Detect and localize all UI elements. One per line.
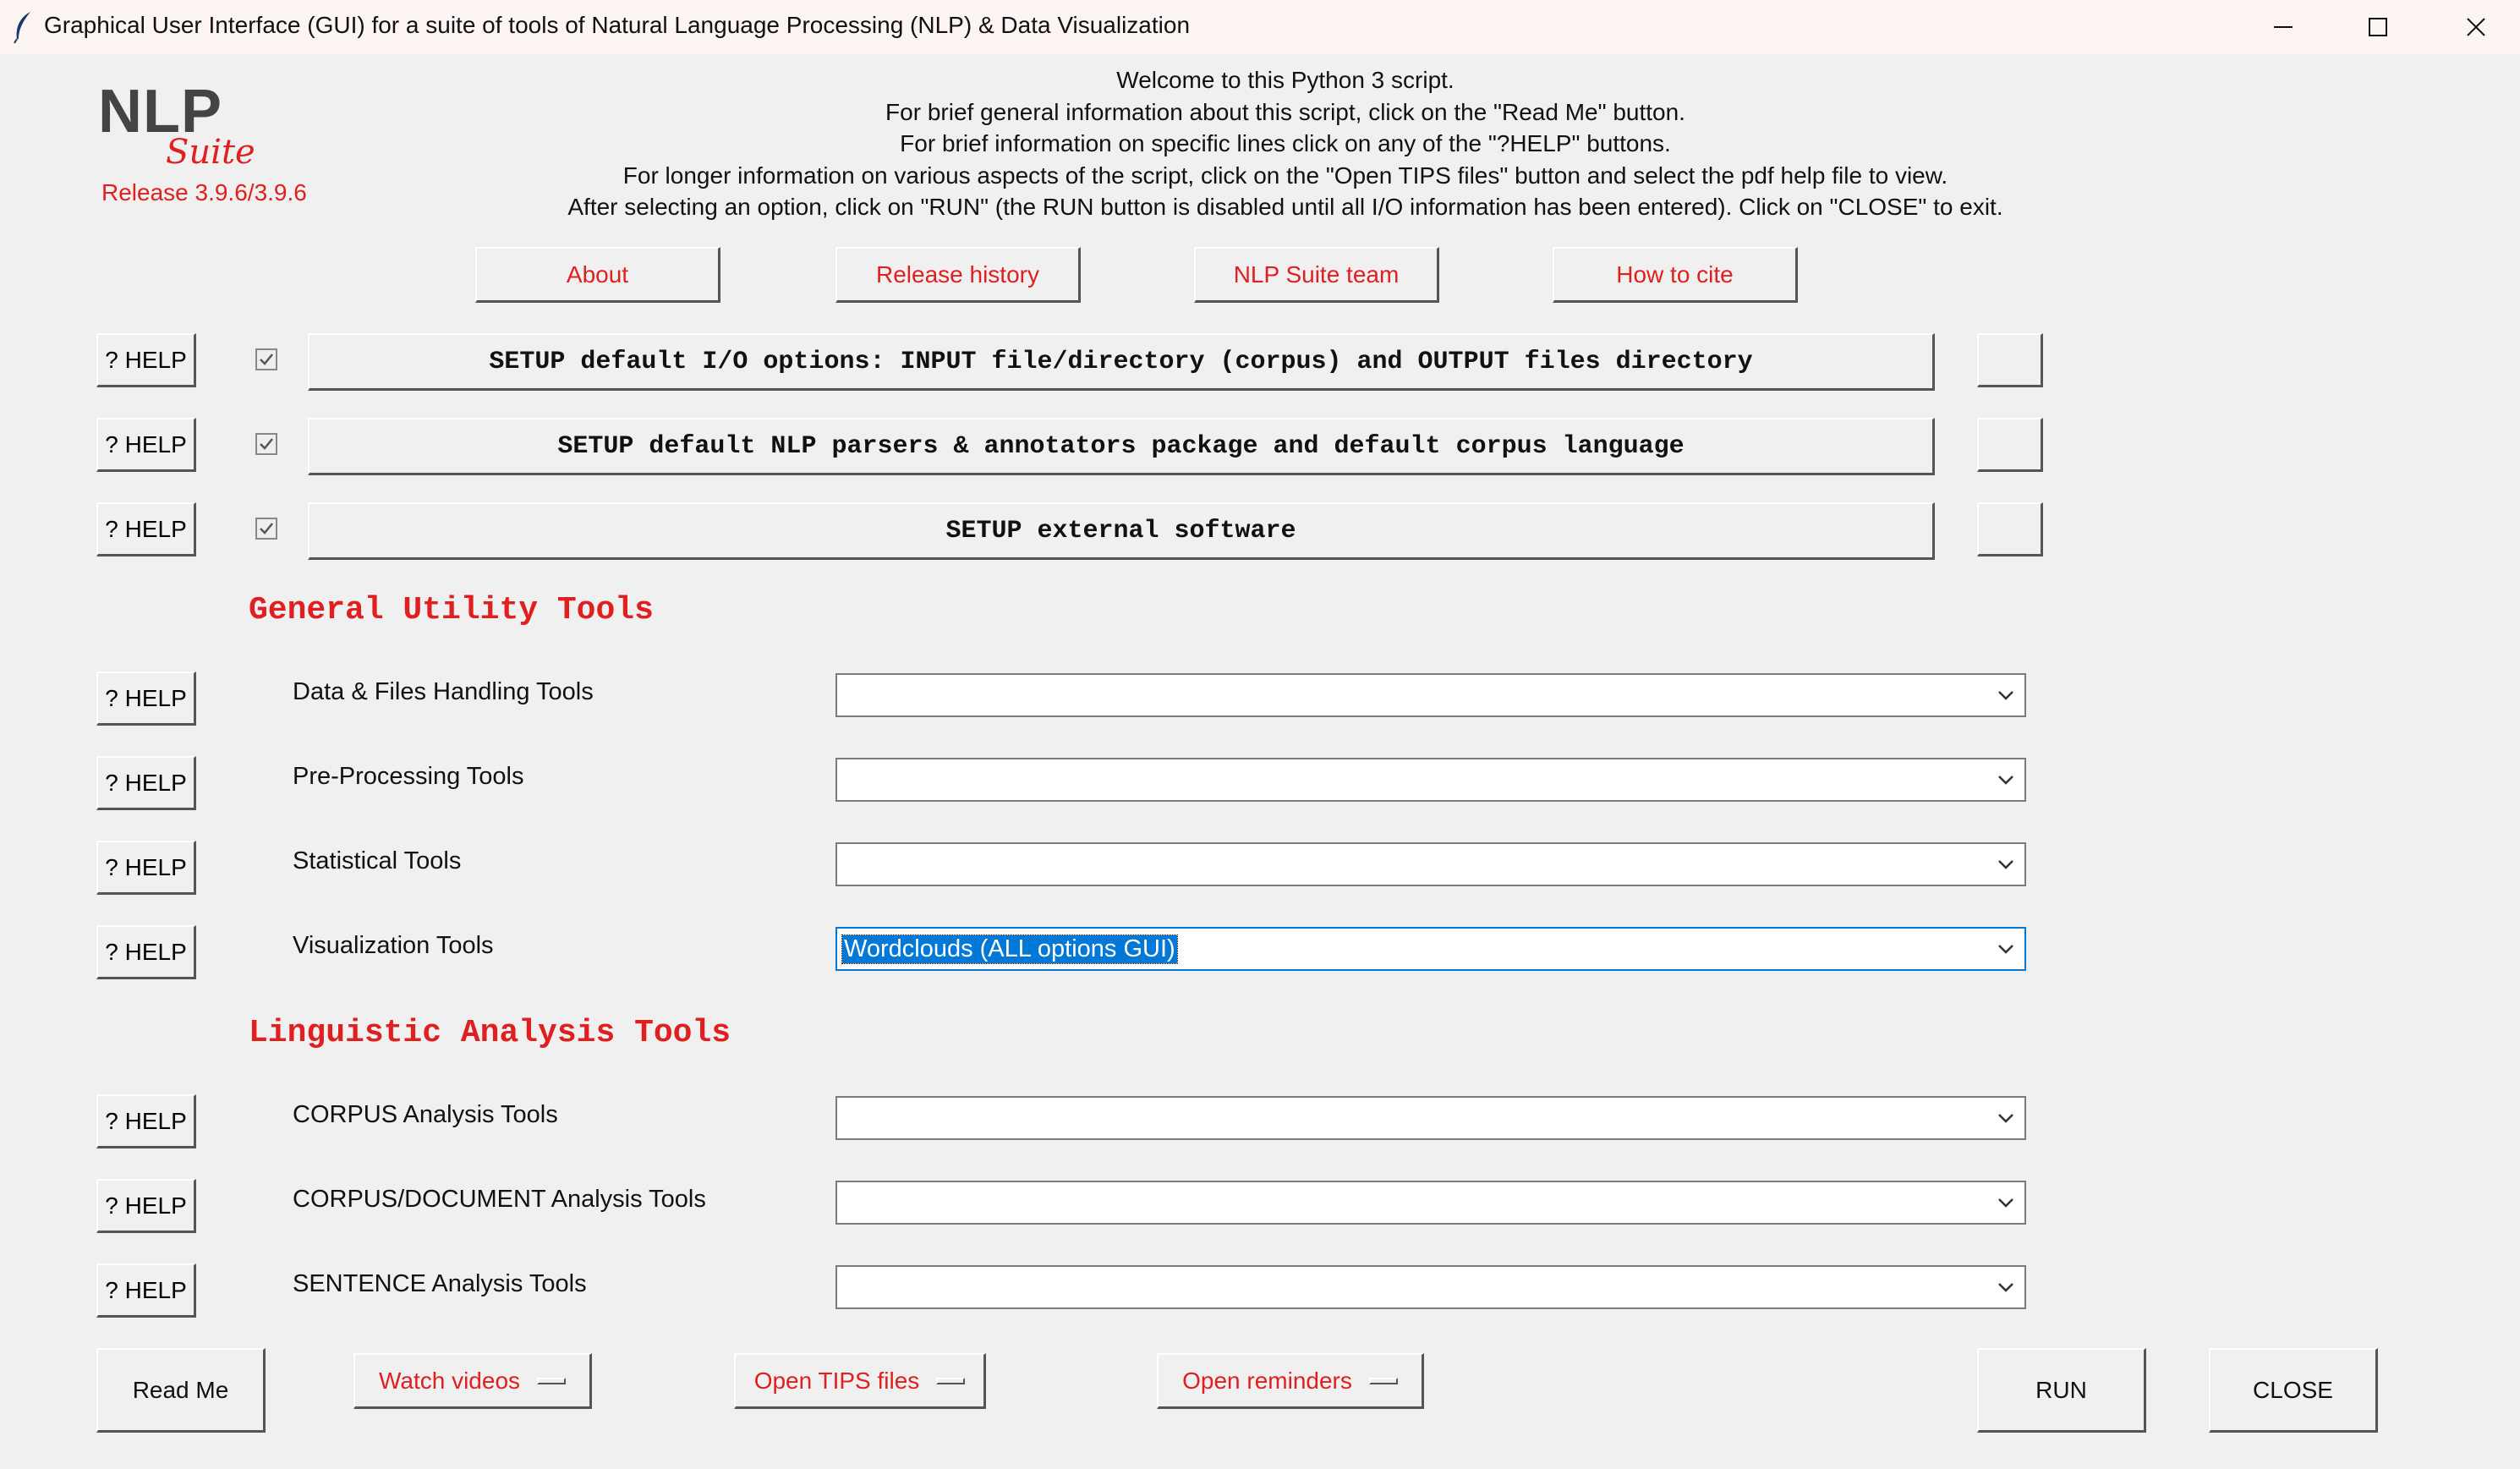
help-button-setup-external[interactable]: ? HELP <box>96 502 196 556</box>
logo-suite: Suite <box>166 133 255 172</box>
release-history-button[interactable]: Release history <box>835 247 1081 303</box>
preprocessing-dropdown[interactable] <box>835 758 2026 802</box>
open-reminders-menu[interactable] <box>1157 1353 1424 1409</box>
welcome-line: For brief information on specific lines click on any of the "?HELP" buttons. <box>900 130 1671 156</box>
statistical-dropdown[interactable] <box>835 842 2026 886</box>
chevron-down-icon <box>1996 1108 2016 1132</box>
menu-indicator-icon <box>1369 1378 1398 1384</box>
setup-io-checkbox[interactable] <box>255 348 277 370</box>
run-button[interactable]: RUN <box>1977 1348 2146 1433</box>
window-title: Graphical User Interface (GUI) for a suite of tools of Natural Language Processing (NLP) & Data Visualization <box>44 12 1191 38</box>
help-button-data-files[interactable]: ? HELP <box>96 671 196 726</box>
welcome-text <box>406 64 2165 223</box>
help-button-visualization[interactable]: ? HELP <box>96 925 196 979</box>
check-icon <box>258 351 275 368</box>
setup-external-extra-button[interactable] <box>1977 502 2043 556</box>
setup-external-button[interactable]: SETUP external software <box>308 502 1935 560</box>
close-window-button[interactable] <box>2427 0 2520 54</box>
help-button-corpus-document[interactable]: ? HELP <box>96 1179 196 1233</box>
maximize-icon <box>2369 18 2387 36</box>
chevron-down-icon <box>1996 939 2016 963</box>
visualization-dropdown[interactable] <box>835 927 2026 971</box>
maximize-button[interactable] <box>2329 0 2427 54</box>
help-button-statistical[interactable]: ? HELP <box>96 841 196 895</box>
corpus-document-dropdown[interactable] <box>835 1181 2026 1225</box>
welcome-line: Welcome to this Python 3 script. <box>1116 67 1454 93</box>
setup-external-checkbox[interactable] <box>255 518 277 540</box>
close-icon <box>2466 17 2486 37</box>
setup-parsers-button[interactable]: SETUP default NLP parsers & annotators package and default corpus language <box>308 418 1935 475</box>
check-icon <box>258 436 275 452</box>
preprocessing-label: Pre-Processing Tools <box>293 763 524 790</box>
welcome-line: For longer information on various aspects of the script, click on the "Open TIPS files" button and select the pdf help file to view. <box>622 162 1948 189</box>
chevron-down-icon <box>1996 1277 2016 1302</box>
sentence-dropdown[interactable] <box>835 1265 2026 1309</box>
chevron-down-icon <box>1996 685 2016 710</box>
title-bar <box>0 0 2520 54</box>
check-icon <box>258 520 275 537</box>
setup-parsers-checkbox[interactable] <box>255 433 277 455</box>
help-button-setup-parsers[interactable]: ? HELP <box>96 418 196 472</box>
chevron-down-icon <box>1996 770 2016 794</box>
setup-io-extra-button[interactable] <box>1977 333 2043 387</box>
menu-indicator-icon <box>936 1378 965 1384</box>
minimize-icon <box>2274 25 2293 29</box>
chevron-down-icon <box>1996 1192 2016 1217</box>
statistical-label: Statistical Tools <box>293 847 462 874</box>
about-button[interactable]: About <box>475 247 720 303</box>
feather-icon <box>10 10 36 44</box>
how-to-cite-button[interactable]: How to cite <box>1553 247 1798 303</box>
linguistic-analysis-title: Linguistic Analysis Tools <box>249 1015 731 1051</box>
setup-io-button[interactable]: SETUP default I/O options: INPUT file/directory (corpus) and OUTPUT files directory <box>308 333 1935 391</box>
welcome-line: For brief general information about this script, click on the "Read Me" button. <box>885 98 1685 125</box>
help-button-preprocessing[interactable]: ? HELP <box>96 756 196 810</box>
release-version: Release 3.9.6/3.9.6 <box>101 179 307 206</box>
data-files-dropdown[interactable] <box>835 673 2026 717</box>
read-me-button[interactable]: Read Me <box>96 1348 266 1433</box>
help-button-setup-io[interactable]: ? HELP <box>96 333 196 387</box>
setup-parsers-extra-button[interactable] <box>1977 418 2043 472</box>
help-button-sentence[interactable]: ? HELP <box>96 1263 196 1318</box>
visualization-label: Visualization Tools <box>293 932 494 959</box>
open-reminders-label: Open reminders <box>1182 1367 1352 1394</box>
corpus-document-label: CORPUS/DOCUMENT Analysis Tools <box>293 1186 706 1213</box>
open-tips-menu[interactable] <box>734 1353 986 1409</box>
watch-videos-menu[interactable] <box>353 1353 592 1409</box>
corpus-dropdown[interactable] <box>835 1096 2026 1140</box>
close-button[interactable]: CLOSE <box>2209 1348 2378 1433</box>
data-files-label: Data & Files Handling Tools <box>293 678 594 705</box>
logo-nlp: NLP <box>98 78 222 145</box>
minimize-button[interactable] <box>2234 0 2332 54</box>
welcome-line: After selecting an option, click on "RUN" (the RUN button is disabled until all I/O information has been entered). Click on "CLOSE" to exit. <box>567 194 2003 220</box>
nlp-suite-team-button[interactable]: NLP Suite team <box>1194 247 1439 303</box>
sentence-label: SENTENCE Analysis Tools <box>293 1270 587 1297</box>
menu-indicator-icon <box>537 1378 566 1384</box>
general-utility-title: General Utility Tools <box>249 592 654 628</box>
chevron-down-icon <box>1996 854 2016 879</box>
corpus-label: CORPUS Analysis Tools <box>293 1101 558 1128</box>
watch-videos-label: Watch videos <box>378 1367 521 1394</box>
visualization-selected-value: Wordclouds (ALL options GUI) <box>844 935 1175 962</box>
help-button-corpus[interactable]: ? HELP <box>96 1094 196 1148</box>
open-tips-label: Open TIPS files <box>753 1367 920 1394</box>
